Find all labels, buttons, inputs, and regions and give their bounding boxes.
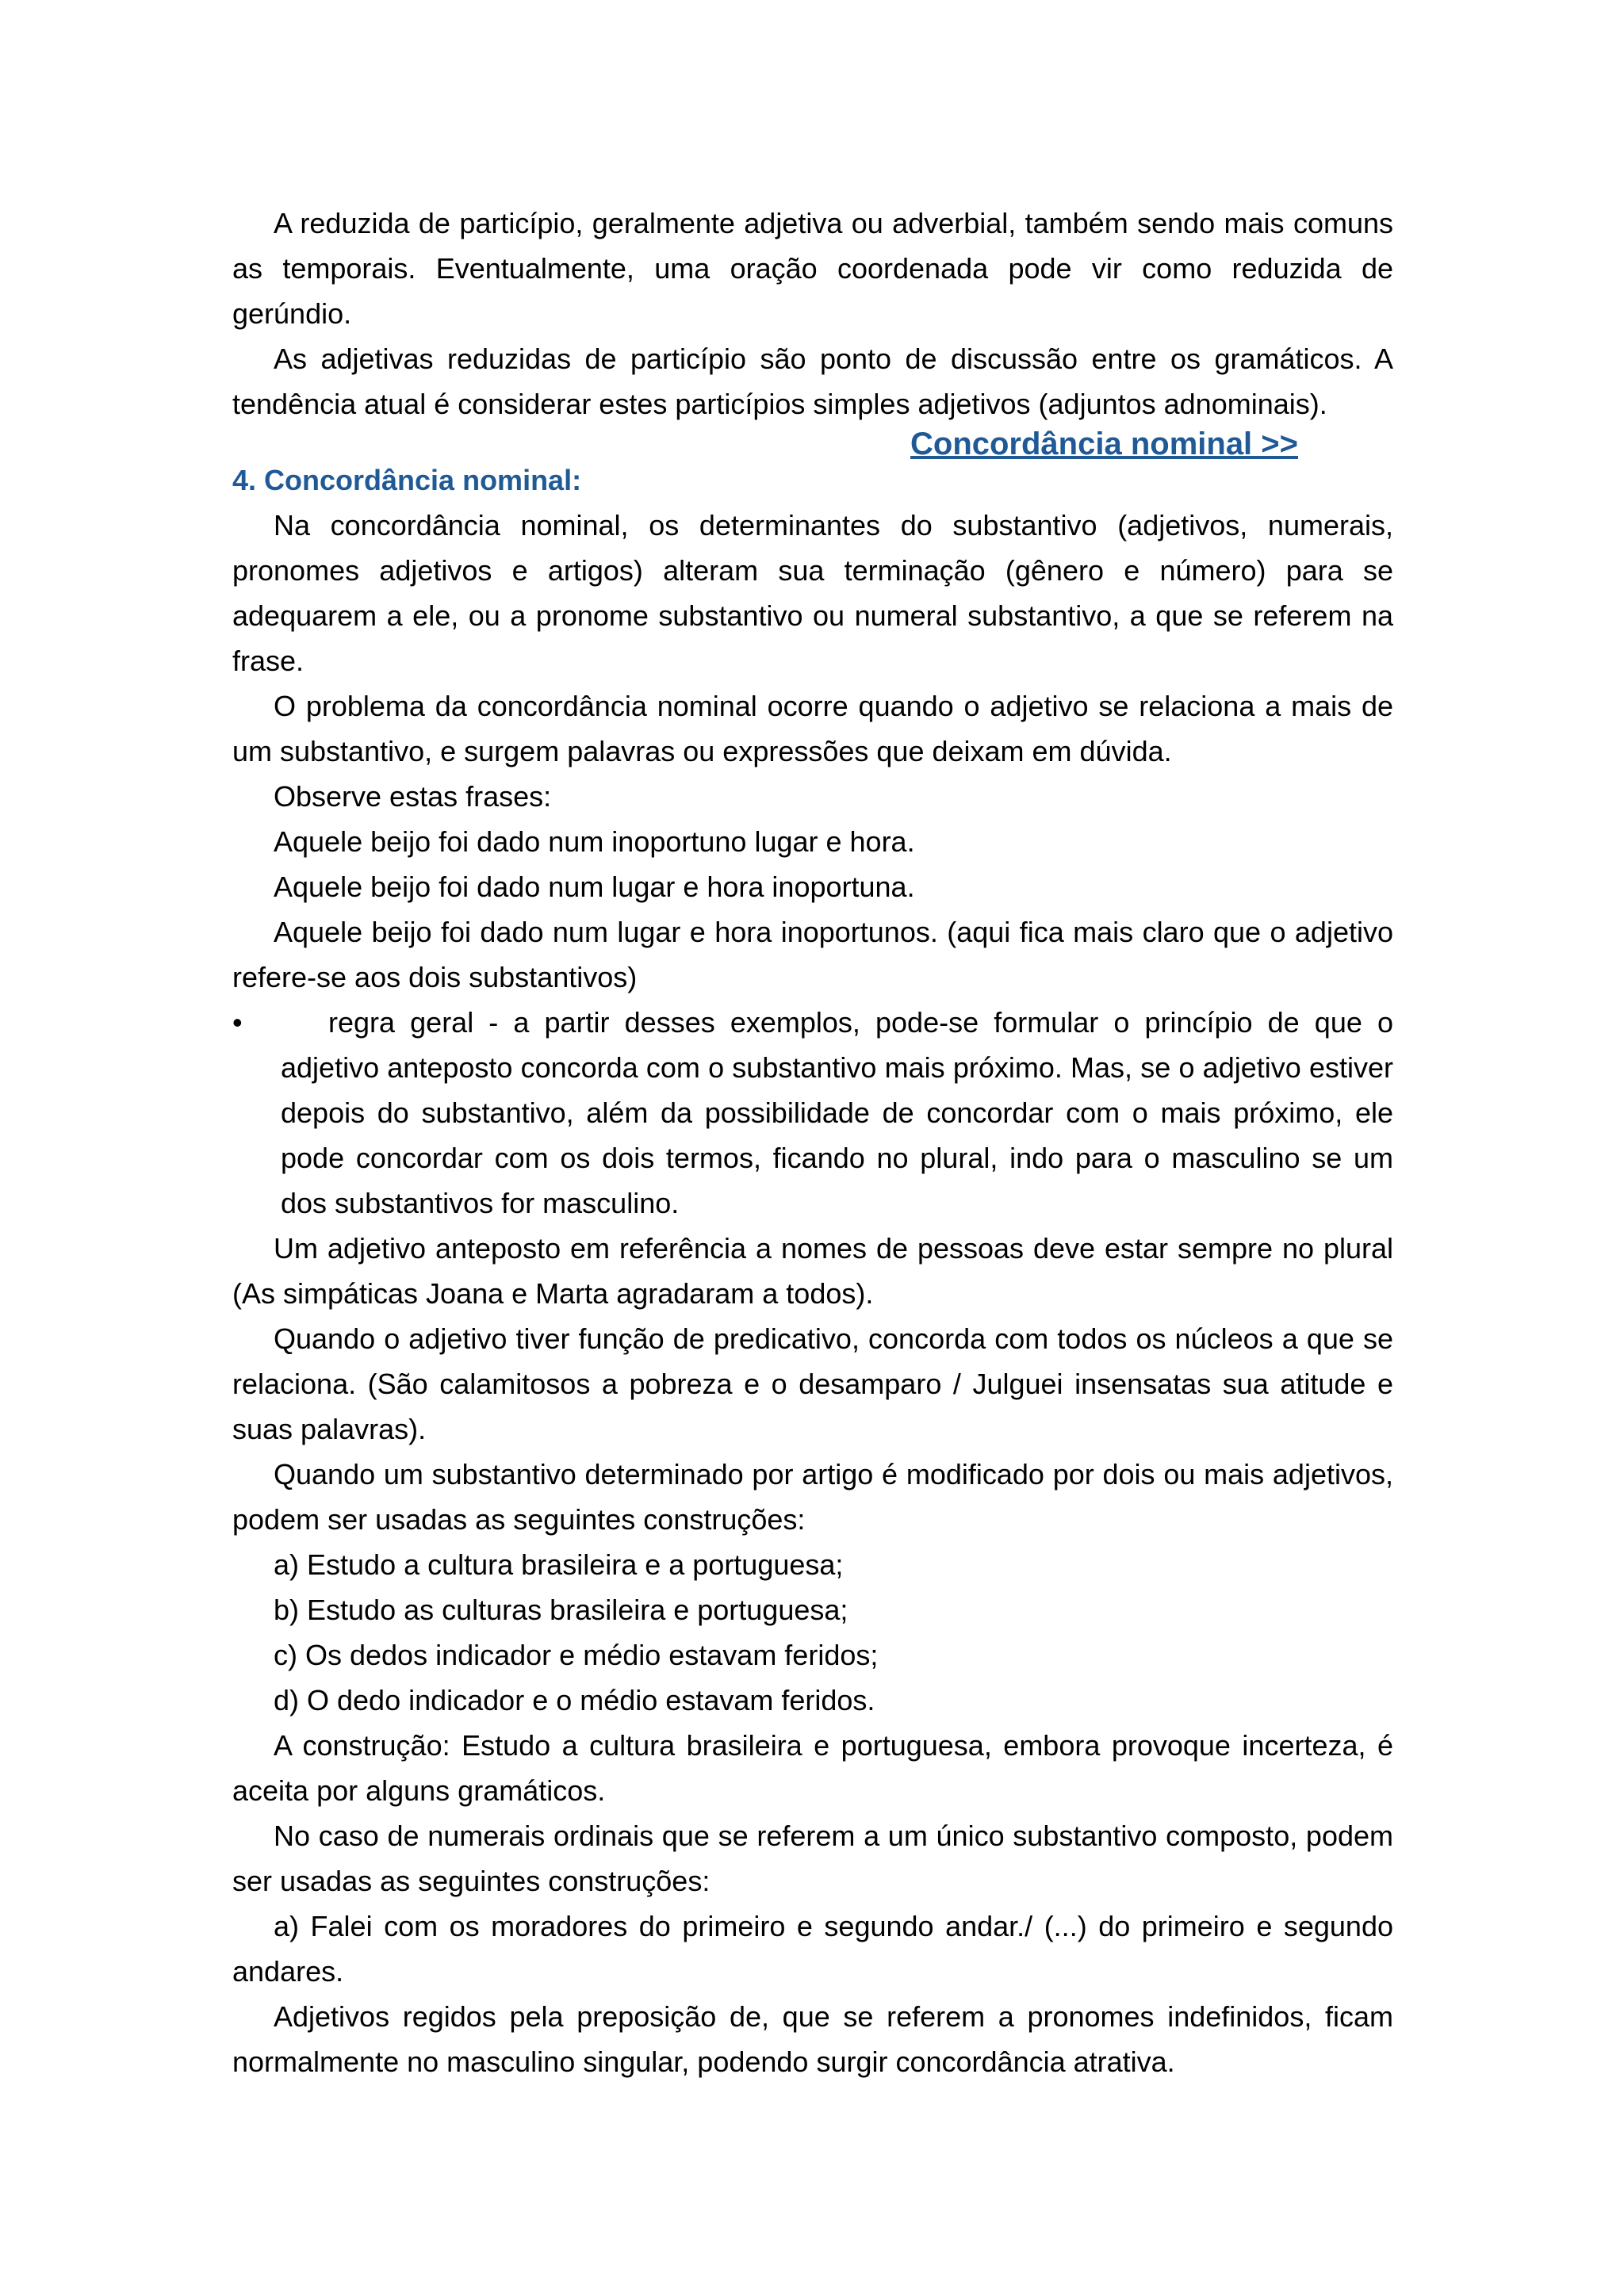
- example-sentence: Aquele beijo foi dado num lugar e hora inoportunos. (aqui fica mais claro que o adjetivo refere-se aos dois substantivos): [232, 916, 1393, 993]
- list-item: d) O dedo indicador e o médio estavam feridos.: [274, 1684, 875, 1716]
- list-item: b) Estudo as culturas brasileira e portuguesa;: [274, 1594, 848, 1626]
- link-line: [232, 427, 1393, 472]
- document-page: [232, 201, 1393, 2084]
- paragraph: A construção: Estudo a cultura brasileira e portuguesa, embora provoque incerteza, é aceita por alguns gramáticos.: [232, 1729, 1393, 1807]
- bullet-text: regra geral - a partir desses exemplos, pode-se formular o princípio de que o adjetivo anteposto concorda com o substantivo mais próximo. Mas, se o adjetivo estiver depois do substantivo, além da possibilidade de concordar com o mais próximo, ele pode concordar com os dois termos, ficando no plural, indo para o masculino se um dos substantivos for masculino.: [281, 1006, 1393, 1219]
- paragraph: No caso de numerais ordinais que se referem a um único substantivo composto, podem ser usadas as seguintes construções:: [232, 1820, 1393, 1897]
- paragraph: Adjetivos regidos pela preposição de, que se referem a pronomes indefinidos, ficam normalmente no masculino singular, podendo surgir concordância atrativa.: [232, 2000, 1393, 2078]
- paragraph: A reduzida de particípio, geralmente adjetiva ou adverbial, também sendo mais comuns as temporais. Eventualmente, uma oração coordenada pode vir como reduzida de gerúndio.: [232, 207, 1393, 330]
- example-sentence: Aquele beijo foi dado num inoportuno lugar e hora.: [274, 825, 915, 858]
- list-item: c) Os dedos indicador e médio estavam feridos;: [274, 1639, 879, 1671]
- paragraph: a) Falei com os moradores do primeiro e segundo andar./ (...) do primeiro e segundo andares.: [232, 1910, 1393, 1988]
- list-item: a) Estudo a cultura brasileira e a portuguesa;: [274, 1548, 844, 1581]
- bullet-icon: •: [232, 1006, 243, 1039]
- paragraph: Quando o adjetivo tiver função de predicativo, concorda com todos os núcleos a que se relaciona. (São calamitosos a pobreza e o desamparo / Julguei insensatas sua atitude e suas palavras).: [232, 1322, 1393, 1445]
- bullet-item: [232, 1000, 1393, 1226]
- section-heading: 4. Concordância nominal:: [232, 464, 582, 496]
- paragraph: O problema da concordância nominal ocorre quando o adjetivo se relaciona a mais de um substantivo, e surgem palavras ou expressões que deixam em dúvida.: [232, 690, 1393, 767]
- paragraph: Observe estas frases:: [274, 780, 552, 813]
- paragraph: Um adjetivo anteposto em referência a nomes de pessoas deve estar sempre no plural (As simpáticas Joana e Marta agradaram a todos).: [232, 1232, 1393, 1310]
- concordancia-nominal-link[interactable]: Concordância nominal >>: [910, 427, 1299, 461]
- paragraph: Quando um substantivo determinado por artigo é modificado por dois ou mais adjetivos, podem ser usadas as seguintes construções:: [232, 1458, 1393, 1536]
- example-sentence: Aquele beijo foi dado num lugar e hora inoportuna.: [274, 871, 915, 903]
- paragraph: As adjetivas reduzidas de particípio são ponto de discussão entre os gramáticos. A tendência atual é considerar estes particípios simples adjetivos (adjuntos adnominais).: [232, 342, 1393, 420]
- paragraph: Na concordância nominal, os determinantes do substantivo (adjetivos, numerais, pronomes adjetivos e artigos) alteram sua terminação (gênero e número) para se adequarem a ele, ou a pronome substantivo ou numeral substantivo, a que se referem na frase.: [232, 509, 1393, 677]
